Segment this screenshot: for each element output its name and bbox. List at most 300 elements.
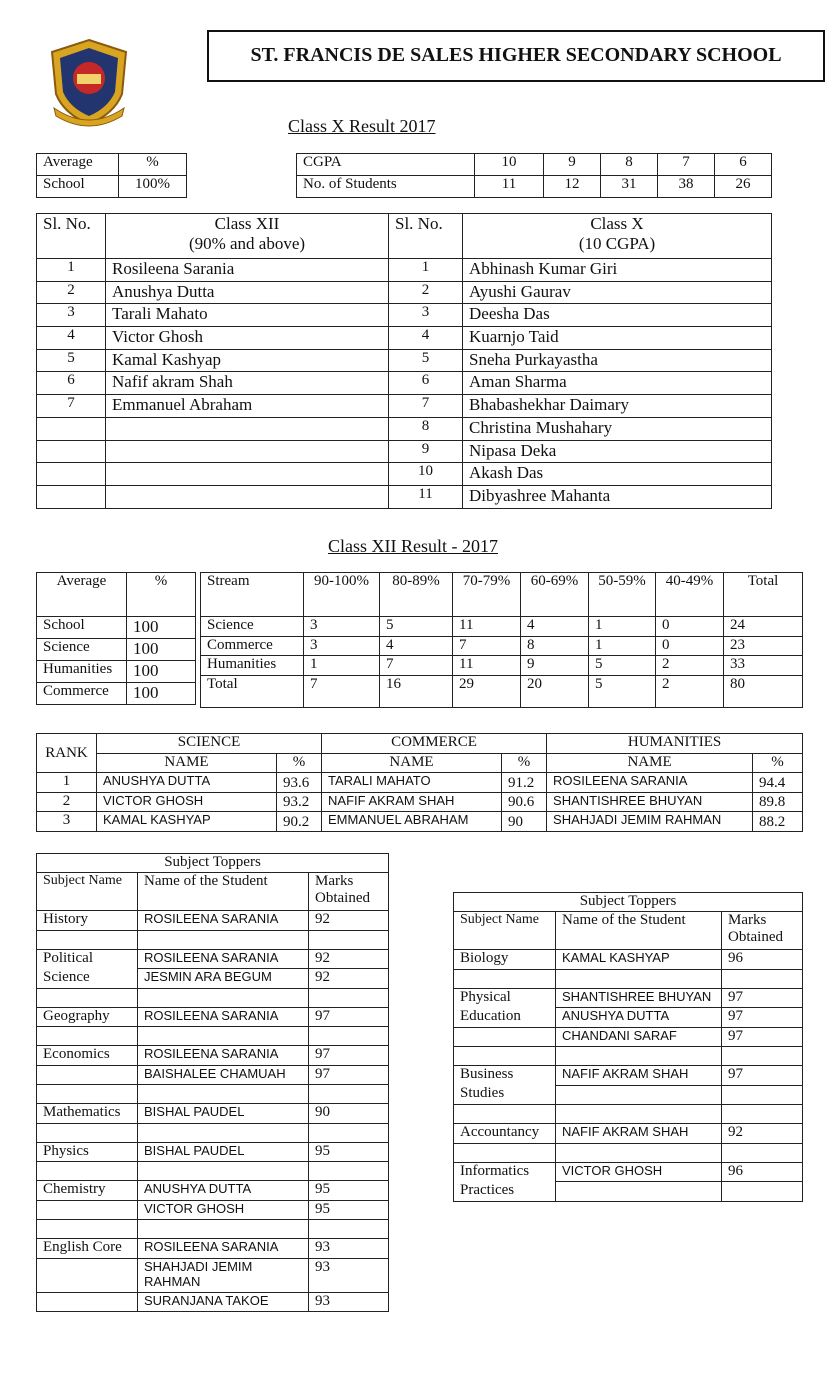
student-name: VICTOR GHOSH: [138, 1200, 309, 1220]
subject-toppers-row: [37, 1200, 389, 1220]
rank-row: [37, 812, 803, 832]
name-header: NAME: [547, 754, 753, 773]
subject-toppers-row: [454, 950, 803, 970]
topper-percent: 90: [502, 812, 547, 832]
stream-value: 0: [656, 617, 724, 637]
stream-value: 29: [453, 675, 521, 707]
serial-number: [37, 463, 106, 486]
student-name: CHANDANI SARAF: [556, 1027, 722, 1047]
toppers-row: [37, 463, 772, 486]
stream-name: Humanities: [201, 656, 304, 676]
class-x-average-table: [36, 153, 187, 198]
avg-row-value: 100: [127, 617, 196, 639]
student-name: [556, 1143, 722, 1162]
student-name: Tarali Mahato: [106, 304, 389, 327]
subject-name-header: Subject Name: [37, 873, 138, 911]
serial-number: 9: [389, 440, 463, 463]
marks-obtained: 95: [309, 1181, 389, 1201]
topper-name: EMMANUEL ABRAHAM: [322, 812, 502, 832]
subject-toppers-row: [454, 1027, 803, 1047]
students-count: 26: [715, 176, 772, 198]
student-name: BISHAL PAUDEL: [138, 1142, 309, 1162]
marks-obtained: [722, 1085, 803, 1105]
subject-toppers-row: [37, 1292, 389, 1312]
student-name: ROSILEENA SARANIA: [138, 1007, 309, 1027]
subject-name: Informatics: [454, 1162, 556, 1182]
stream-value: 20: [521, 675, 589, 707]
student-name: NAFIF AKRAM SHAH: [556, 1124, 722, 1144]
subject-toppers-header: [37, 873, 389, 911]
toppers-row: [37, 259, 772, 282]
stream-value: 4: [521, 617, 589, 637]
subject-name: [454, 969, 556, 988]
subject-name: [37, 1220, 138, 1239]
toppers-row: [37, 440, 772, 463]
average-label: Average: [37, 573, 127, 617]
school-logo: [44, 36, 134, 128]
rank-number: 3: [37, 812, 97, 832]
subject-name: Education: [454, 1008, 556, 1028]
students-count: 38: [658, 176, 715, 198]
stream-value: 7: [304, 675, 380, 707]
stream-value: 23: [724, 636, 803, 656]
topper-percent: 90.6: [502, 792, 547, 812]
topper-name: TARALI MAHATO: [322, 773, 502, 793]
student-name: ROSILEENA SARANIA: [138, 1046, 309, 1066]
stream-header-row: [201, 573, 803, 617]
subject-name: [454, 1047, 556, 1066]
subject-name: [37, 1200, 138, 1220]
class-x-header: [463, 214, 772, 259]
subject-toppers-title: Subject Toppers: [454, 893, 803, 912]
subject-toppers-title-row: [37, 854, 389, 873]
subject-name: [37, 988, 138, 1007]
student-name: Anushya Dutta: [106, 281, 389, 304]
topper-name: NAFIF AKRAM SHAH: [322, 792, 502, 812]
student-name: ROSILEENA SARANIA: [138, 911, 309, 931]
toppers-row: [37, 327, 772, 350]
subject-name: [37, 930, 138, 949]
rank-row: [37, 792, 803, 812]
subject-toppers-left: [36, 853, 389, 1312]
marks-obtained: 92: [309, 969, 389, 989]
subject-name: [454, 1143, 556, 1162]
name-header: NAME: [97, 754, 277, 773]
marks-obtained: [722, 1105, 803, 1124]
serial-number: 1: [37, 259, 106, 282]
marks-obtained: 97: [722, 988, 803, 1008]
stream-value: 11: [453, 617, 521, 637]
marks-obtained: [722, 1047, 803, 1066]
average-label: Average: [37, 154, 119, 176]
subject-toppers-row: [37, 1065, 389, 1085]
rank-subheader-row: [37, 754, 803, 773]
cgpa-value: 9: [544, 154, 601, 176]
stream-value: 1: [589, 617, 656, 637]
marks-obtained: 95: [309, 1142, 389, 1162]
subject-toppers-row: [37, 1239, 389, 1259]
stream-name: Total: [201, 675, 304, 707]
cgpa-value: 8: [601, 154, 658, 176]
cgpa-value: 10: [475, 154, 544, 176]
marks-obtained: [309, 1220, 389, 1239]
subject-toppers-row: [37, 1085, 389, 1104]
rank-number: 2: [37, 792, 97, 812]
stream-table: [200, 572, 803, 708]
rank-number: 1: [37, 773, 97, 793]
topper-percent: 93.2: [277, 792, 322, 812]
subject-toppers-row: [37, 1181, 389, 1201]
student-name-header: Name of the Student: [556, 912, 722, 950]
student-name: Ayushi Gaurav: [463, 281, 772, 304]
stream-header-cell: 70-79%: [453, 573, 521, 617]
topper-name: VICTOR GHOSH: [97, 792, 277, 812]
serial-number: 2: [37, 281, 106, 304]
topper-percent: 94.4: [753, 773, 803, 793]
student-name: [106, 485, 389, 508]
class-x-heading: Class X Result 2017: [288, 116, 436, 136]
student-name: Christina Mushahary: [463, 417, 772, 440]
subject-name: Economics: [37, 1046, 138, 1066]
subject-toppers-row: [37, 1123, 389, 1142]
student-name: Bhabashekhar Daimary: [463, 395, 772, 418]
school-name: ST. FRANCIS DE SALES HIGHER SECONDARY SCHOOL: [207, 30, 825, 82]
sl-header: Sl. No.: [389, 214, 463, 259]
avg-row-label: Science: [37, 639, 127, 661]
student-name: Victor Ghosh: [106, 327, 389, 350]
student-name-header: Name of the Student: [138, 873, 309, 911]
serial-number: 6: [37, 372, 106, 395]
stream-value: 8: [521, 636, 589, 656]
subject-name: Business: [454, 1066, 556, 1086]
serial-number: 2: [389, 281, 463, 304]
serial-number: 5: [389, 349, 463, 372]
subject-name: [37, 1027, 138, 1046]
subject-toppers-row: [454, 1162, 803, 1182]
rank-row: [37, 773, 803, 793]
toppers-row: [37, 349, 772, 372]
stream-value: 24: [724, 617, 803, 637]
serial-number: 7: [389, 395, 463, 418]
subject-toppers-title-row: [454, 893, 803, 912]
student-name: [106, 417, 389, 440]
stream-value: 80: [724, 675, 803, 707]
marks-obtained: [309, 1085, 389, 1104]
student-name: [138, 1027, 309, 1046]
toppers-row: [37, 485, 772, 508]
stream-header-cell: Total: [724, 573, 803, 617]
stream-value: 3: [304, 636, 380, 656]
serial-number: 4: [389, 327, 463, 350]
subject-name: Physical: [454, 988, 556, 1008]
serial-number: 10: [389, 463, 463, 486]
subject-name: [454, 1105, 556, 1124]
subject-toppers-title: Subject Toppers: [37, 854, 389, 873]
serial-number: 3: [389, 304, 463, 327]
student-name: [138, 1123, 309, 1142]
student-name: Nipasa Deka: [463, 440, 772, 463]
topper-percent: 88.2: [753, 812, 803, 832]
marks-obtained: 93: [309, 1292, 389, 1312]
student-name: Dibyashree Mahanta: [463, 485, 772, 508]
students-label: No. of Students: [297, 176, 475, 198]
student-name: Deesha Das: [463, 304, 772, 327]
serial-number: 5: [37, 349, 106, 372]
subject-name: Geography: [37, 1007, 138, 1027]
subject-name: [37, 1123, 138, 1142]
avg-row-value: 100: [127, 639, 196, 661]
marks-obtained: [722, 1143, 803, 1162]
marks-obtained: 92: [309, 949, 389, 969]
stream-value: 7: [380, 656, 453, 676]
student-name: [138, 1220, 309, 1239]
marks-obtained: 96: [722, 1162, 803, 1182]
student-name: [138, 1085, 309, 1104]
student-name: Abhinash Kumar Giri: [463, 259, 772, 282]
marks-obtained: 92: [309, 911, 389, 931]
student-name: Sneha Purkayastha: [463, 349, 772, 372]
topper-name: SHANTISHREE BHUYAN: [547, 792, 753, 812]
student-name: [138, 1162, 309, 1181]
subject-name-header: Subject Name: [454, 912, 556, 950]
school-average: 100%: [119, 176, 187, 198]
subject-name: English Core: [37, 1239, 138, 1259]
marks-obtained: 93: [309, 1258, 389, 1292]
subject-toppers-row: [37, 1162, 389, 1181]
marks-obtained: 97: [722, 1008, 803, 1028]
subject-toppers-row: [37, 1027, 389, 1046]
class-xii-subtitle: (90% and above): [188, 234, 306, 253]
stream-header-cell: 90-100%: [304, 573, 380, 617]
topper-name: ANUSHYA DUTTA: [97, 773, 277, 793]
percent-header: %: [277, 754, 322, 773]
student-name: Akash Das: [463, 463, 772, 486]
stream-row: [201, 636, 803, 656]
percent-label: %: [127, 573, 196, 617]
stream-row: [201, 675, 803, 707]
serial-number: [37, 485, 106, 508]
rank-table: [36, 733, 803, 832]
stream-header-cell: 50-59%: [589, 573, 656, 617]
subject-name: [37, 1085, 138, 1104]
students-count: 31: [601, 176, 658, 198]
subject-name: History: [37, 911, 138, 931]
stream-row: [201, 617, 803, 637]
student-name: ANUSHYA DUTTA: [556, 1008, 722, 1028]
students-count: 11: [475, 176, 544, 198]
toppers-row: [37, 304, 772, 327]
humanities-header: HUMANITIES: [547, 734, 803, 754]
student-name: JESMIN ARA BEGUM: [138, 969, 309, 989]
subject-name: Practices: [454, 1182, 556, 1202]
student-name: [106, 463, 389, 486]
topper-name: KAMAL KASHYAP: [97, 812, 277, 832]
stream-value: 3: [304, 617, 380, 637]
avg-row-label: Commerce: [37, 683, 127, 705]
subject-name: [37, 1065, 138, 1085]
avg-row-label: School: [37, 617, 127, 639]
marks-obtained: [309, 1162, 389, 1181]
class-xii-title: Class XII: [214, 214, 280, 233]
stream-header-cell: 60-69%: [521, 573, 589, 617]
subject-name: [37, 1162, 138, 1181]
stream-value: 5: [589, 675, 656, 707]
subject-name: Science: [37, 969, 138, 989]
subject-toppers-row: [37, 930, 389, 949]
stream-value: 0: [656, 636, 724, 656]
subject-name: Accountancy: [454, 1124, 556, 1144]
serial-number: 6: [389, 372, 463, 395]
cgpa-value: 7: [658, 154, 715, 176]
rank-header: RANK: [37, 734, 97, 773]
student-name: BAISHALEE CHAMUAH: [138, 1065, 309, 1085]
percent-label: %: [119, 154, 187, 176]
subject-toppers-header: [454, 912, 803, 950]
marks-obtained: [722, 1182, 803, 1202]
marks-obtained: [309, 988, 389, 1007]
student-name: Kamal Kashyap: [106, 349, 389, 372]
serial-number: 1: [389, 259, 463, 282]
subject-toppers-row: [454, 1105, 803, 1124]
stream-value: 4: [380, 636, 453, 656]
topper-percent: 90.2: [277, 812, 322, 832]
class-x-title: Class X: [590, 214, 644, 233]
stream-value: 1: [304, 656, 380, 676]
subject-toppers-row: [37, 1142, 389, 1162]
subject-toppers-row: [454, 1066, 803, 1086]
marks-obtained: 93: [309, 1239, 389, 1259]
avg-row-label: Humanities: [37, 661, 127, 683]
subject-name: [454, 1027, 556, 1047]
subject-name: Chemistry: [37, 1181, 138, 1201]
stream-value: 33: [724, 656, 803, 676]
student-name: ROSILEENA SARANIA: [138, 1239, 309, 1259]
student-name: NAFIF AKRAM SHAH: [556, 1066, 722, 1086]
serial-number: 3: [37, 304, 106, 327]
subject-toppers-row: [37, 988, 389, 1007]
serial-number: [37, 440, 106, 463]
name-header: NAME: [322, 754, 502, 773]
stream-value: 2: [656, 656, 724, 676]
toppers-row: [37, 281, 772, 304]
class-xii-heading: Class XII Result - 2017: [328, 536, 498, 556]
marks-obtained: 97: [309, 1007, 389, 1027]
stream-row: [201, 656, 803, 676]
marks-obtained: 97: [309, 1046, 389, 1066]
student-name: Aman Sharma: [463, 372, 772, 395]
subject-toppers-row: [454, 1143, 803, 1162]
student-name: VICTOR GHOSH: [556, 1162, 722, 1182]
commerce-header: COMMERCE: [322, 734, 547, 754]
class-xii-average-table: [36, 572, 196, 705]
class-x-subtitle: (10 CGPA): [578, 234, 656, 253]
avg-row-value: 100: [127, 661, 196, 683]
serial-number: 4: [37, 327, 106, 350]
topper-percent: 89.8: [753, 792, 803, 812]
student-name: SHAHJADI JEMIM RAHMAN: [138, 1258, 309, 1292]
subject-toppers-row: [37, 1104, 389, 1124]
marks-obtained: 96: [722, 950, 803, 970]
subject-name: [37, 1258, 138, 1292]
student-name: [556, 1105, 722, 1124]
students-count: 12: [544, 176, 601, 198]
stream-header-cell: Stream: [201, 573, 304, 617]
cgpa-table: [296, 153, 772, 198]
topper-percent: 93.6: [277, 773, 322, 793]
serial-number: [37, 417, 106, 440]
student-name: [106, 440, 389, 463]
stream-value: 5: [589, 656, 656, 676]
subject-toppers-row: [454, 988, 803, 1008]
subject-name: Biology: [454, 950, 556, 970]
student-name: [556, 969, 722, 988]
student-name: ROSILEENA SARANIA: [138, 949, 309, 969]
school-label: School: [37, 176, 119, 198]
stream-value: 1: [589, 636, 656, 656]
percent-header: %: [502, 754, 547, 773]
marks-obtained: [309, 1123, 389, 1142]
percent-header: %: [753, 754, 803, 773]
class-xii-header: [106, 214, 389, 259]
marks-obtained: 97: [722, 1066, 803, 1086]
marks-obtained: 97: [722, 1027, 803, 1047]
topper-name: SHAHJADI JEMIM RAHMAN: [547, 812, 753, 832]
sl-header: Sl. No.: [37, 214, 106, 259]
subject-toppers-right: [453, 892, 803, 1202]
subject-name: Mathematics: [37, 1104, 138, 1124]
toppers-row: [37, 372, 772, 395]
subject-name: Studies: [454, 1085, 556, 1105]
student-name: Rosileena Sarania: [106, 259, 389, 282]
student-name: [556, 1182, 722, 1202]
subject-toppers-row: [37, 1046, 389, 1066]
marks-header: Marks Obtained: [722, 912, 803, 950]
student-name: ANUSHYA DUTTA: [138, 1181, 309, 1201]
subject-toppers-row: [37, 911, 389, 931]
stream-value: 7: [453, 636, 521, 656]
marks-obtained: [722, 969, 803, 988]
subject-toppers-row: [37, 1007, 389, 1027]
student-name: [556, 1085, 722, 1105]
student-name: KAMAL KASHYAP: [556, 950, 722, 970]
stream-value: 9: [521, 656, 589, 676]
stream-value: 2: [656, 675, 724, 707]
marks-obtained: [309, 930, 389, 949]
subject-toppers-row: [454, 1047, 803, 1066]
student-name: BISHAL PAUDEL: [138, 1104, 309, 1124]
student-name: Kuarnjo Taid: [463, 327, 772, 350]
science-header: SCIENCE: [97, 734, 322, 754]
serial-number: 11: [389, 485, 463, 508]
subject-toppers-row: [454, 969, 803, 988]
stream-name: Science: [201, 617, 304, 637]
subject-toppers-row: [37, 969, 389, 989]
student-name: [556, 1047, 722, 1066]
student-name: Nafif akram Shah: [106, 372, 389, 395]
toppers-row: [37, 417, 772, 440]
stream-header-cell: 80-89%: [380, 573, 453, 617]
student-name: [138, 988, 309, 1007]
topper-percent: 91.2: [502, 773, 547, 793]
serial-number: 8: [389, 417, 463, 440]
toppers-table: [36, 213, 772, 509]
subject-toppers-row: [37, 1220, 389, 1239]
serial-number: 7: [37, 395, 106, 418]
marks-obtained: 95: [309, 1200, 389, 1220]
marks-obtained: [309, 1027, 389, 1046]
toppers-row: [37, 395, 772, 418]
stream-value: 11: [453, 656, 521, 676]
